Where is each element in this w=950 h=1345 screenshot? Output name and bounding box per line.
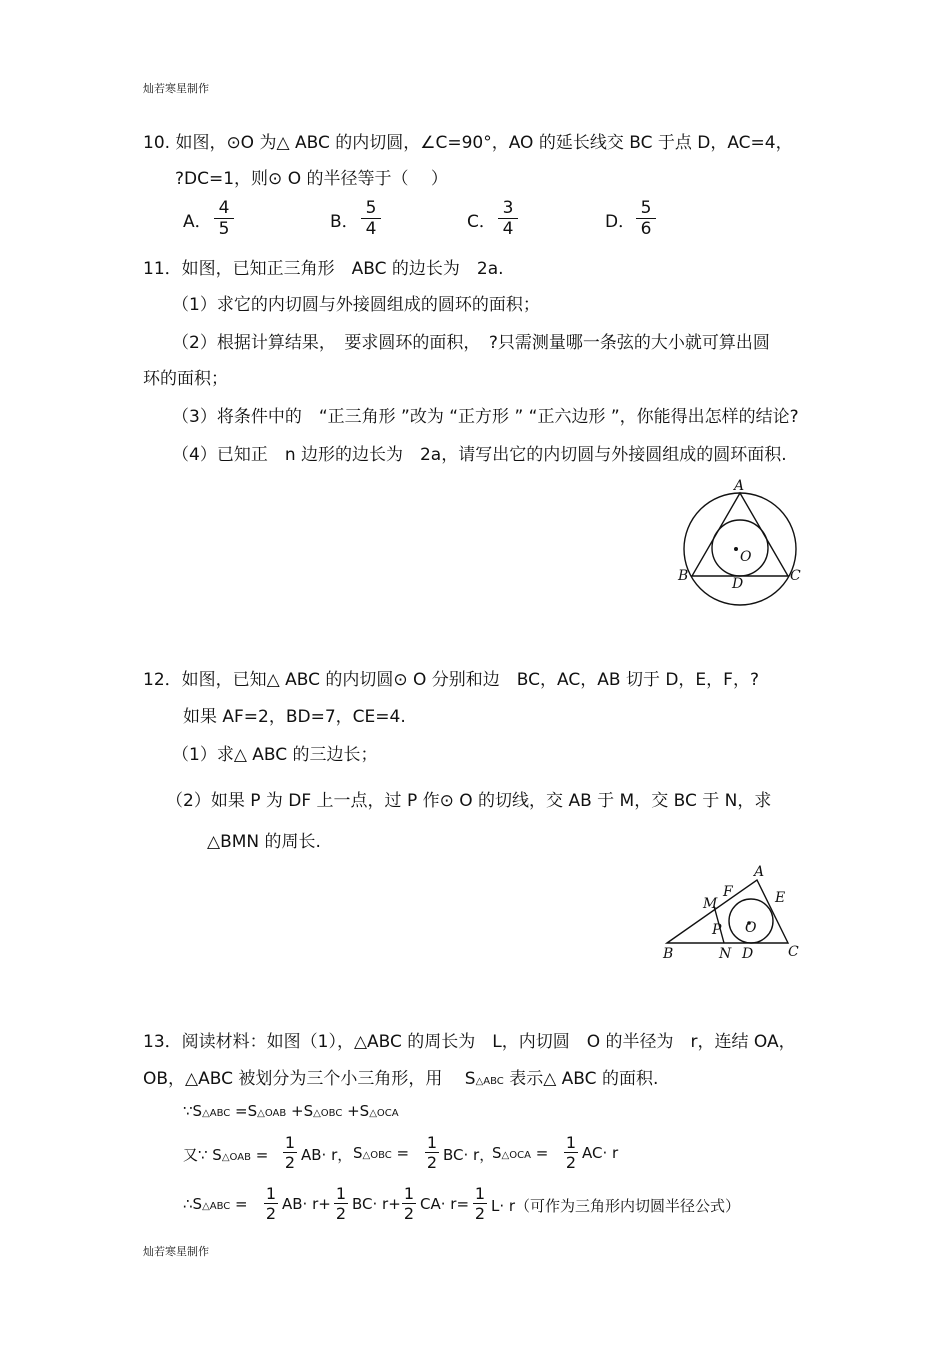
- q10-line2: ?DC=1，则⊙ O 的半径等于（ ）: [175, 169, 448, 189]
- q13-formula3-term2: BC· r+: [352, 1195, 401, 1213]
- fraction-denominator: 2: [403, 1204, 415, 1223]
- label-d: D: [732, 576, 744, 592]
- label-n: N: [719, 946, 732, 962]
- label-b: B: [663, 946, 674, 962]
- label-b: B: [678, 568, 689, 584]
- fraction-denominator: 2: [284, 1153, 296, 1172]
- label-a: A: [754, 864, 765, 880]
- fraction-numerator: 1: [565, 1133, 577, 1152]
- q10-option-a-label: A．: [183, 212, 212, 232]
- fraction-denominator: 2: [265, 1204, 277, 1223]
- q11-part2b: 环的面积；: [143, 369, 228, 389]
- q13-formula2-half-3: [564, 1133, 578, 1172]
- center-point: [734, 547, 738, 551]
- q13-formula3-half-3: [402, 1184, 416, 1223]
- q13-formula3-half-1: [264, 1184, 278, 1223]
- page-footer: 灿若寒星制作: [143, 1245, 209, 1258]
- fraction-denominator: 2: [565, 1153, 577, 1172]
- fraction-denominator: 5: [218, 219, 230, 239]
- formula-text: 又∵ S: [183, 1146, 222, 1164]
- formula-subscript: △OCA: [501, 1150, 531, 1161]
- page-header: 灿若寒星制作: [143, 82, 209, 95]
- q11-part2a: （2）根据计算结果， 要求圆环的面积， ?只需测量哪一条弦的大小就可算出圆: [172, 333, 770, 353]
- fraction-numerator: 1: [265, 1184, 277, 1203]
- q13-formula1: [183, 1102, 399, 1120]
- q13-formula3-term1: AB· r+: [282, 1195, 331, 1213]
- formula-text: =: [391, 1144, 410, 1162]
- incircle: [712, 520, 768, 576]
- formula-text: =: [230, 1195, 248, 1213]
- q13-line2-tail: 表示△ ABC 的面积.: [503, 1069, 659, 1089]
- fraction-numerator: 1: [335, 1184, 347, 1203]
- q13-line1: 13．阅读材料：如图（1），△ABC 的周长为 L，内切圆 O 的半径为 r，连结 OA，: [143, 1032, 796, 1052]
- label-m: M: [703, 896, 718, 912]
- q12-line2: 如果 AF=2，BD=7，CE=4.: [183, 707, 406, 727]
- q10-option-c-fraction: [498, 198, 518, 239]
- formula-subscript: △OAB: [221, 1152, 251, 1163]
- formula-text: =: [250, 1146, 269, 1164]
- fraction-denominator: 4: [365, 219, 377, 239]
- label-d: D: [742, 946, 754, 962]
- formula-text: S: [492, 1144, 502, 1162]
- q13-formula3-term3: CA· r=: [420, 1195, 470, 1213]
- q13-formula2-part2: [353, 1144, 409, 1162]
- formula-subscript: △ABC: [202, 1201, 231, 1212]
- formula-text: =: [530, 1144, 549, 1162]
- q13-formula2-half-2: [425, 1133, 439, 1172]
- fraction-numerator: 5: [636, 198, 656, 219]
- q12-figure: [655, 860, 805, 965]
- label-p: P: [712, 922, 722, 938]
- fraction-numerator: 1: [474, 1184, 486, 1203]
- q12-part2b: △BMN 的周长.: [207, 832, 321, 852]
- label-e: E: [775, 890, 786, 906]
- label-c: C: [790, 568, 801, 584]
- fraction-numerator: 5: [361, 198, 381, 219]
- q10-option-b-label: B．: [330, 212, 359, 232]
- q11-part3: （3）将条件中的 “正三角形 ”改为 “正方形 ” “正六边形 ”，你能得出怎样的结论?: [172, 407, 799, 427]
- q13-formula2-term1: AB· r，: [301, 1146, 353, 1164]
- fraction-denominator: 2: [426, 1153, 438, 1172]
- fraction-numerator: 4: [214, 198, 234, 219]
- label-o: O: [740, 549, 752, 565]
- formula-text: +S: [342, 1102, 370, 1120]
- q11-figure: [668, 476, 808, 611]
- formula-text: ∵S: [183, 1102, 203, 1120]
- q13-formula2-half-1: [283, 1133, 297, 1172]
- q12-line1: 12．如图，已知△ ABC 的内切圆⊙ O 分别和边 BC，AC，AB 切于 D，E，F，?: [143, 670, 759, 690]
- formula-subscript: △OCA: [369, 1108, 399, 1119]
- q13-formula3-half-4: [473, 1184, 487, 1223]
- q10-option-d-label: D．: [605, 212, 636, 232]
- q13-formula3-term4: L· r（可作为三角形内切圆半径公式）: [491, 1197, 741, 1215]
- formula-text: ∴S: [183, 1195, 203, 1213]
- q11-line1: 11．如图，已知正三角形 ABC 的边长为 2a.: [143, 259, 504, 279]
- q11-part4: （4）已知正 n 边形的边长为 2a，请写出它的内切圆与外接圆组成的圆环面积.: [172, 445, 787, 465]
- formula-text: =S: [230, 1102, 258, 1120]
- q13-line2: [143, 1064, 658, 1089]
- q10-option-c-label: C．: [467, 212, 496, 232]
- formula-subscript: △OBC: [313, 1108, 343, 1119]
- q13-formula3-part1: [183, 1195, 248, 1213]
- label-c: C: [788, 944, 799, 960]
- fraction-numerator: 3: [498, 198, 518, 219]
- q10-option-d-fraction: [636, 198, 656, 239]
- q10-line1: 10. 如图，⊙O 为△ ABC 的内切圆，∠C=90°，AO 的延长线交 BC 于点 D，AC=4，: [143, 133, 793, 153]
- q13-formula2-part1: [183, 1144, 268, 1165]
- q13-formula2-term3: AC· r: [582, 1144, 619, 1162]
- fraction-numerator: 1: [426, 1133, 438, 1152]
- label-a: A: [734, 478, 745, 494]
- fraction-denominator: 4: [502, 219, 514, 239]
- q12-part1: （1）求△ ABC 的三边长；: [172, 745, 378, 765]
- q13-line2-text: OB，△ABC 被划分为三个小三角形，用 S: [143, 1069, 476, 1089]
- fraction-denominator: 2: [335, 1204, 347, 1223]
- formula-text: S: [353, 1144, 363, 1162]
- label-o: O: [745, 920, 757, 936]
- fraction-numerator: 1: [284, 1133, 296, 1152]
- fraction-numerator: 1: [403, 1184, 415, 1203]
- q11-part1: （1）求它的内切圆与外接圆组成的圆环的面积；: [172, 295, 540, 315]
- formula-subscript: △OBC: [362, 1150, 392, 1161]
- q13-formula2-part3: [492, 1144, 548, 1162]
- q13-formula3-half-2: [334, 1184, 348, 1223]
- q13-formula2-term2: BC· r，: [443, 1146, 495, 1164]
- formula-text: +S: [286, 1102, 314, 1120]
- label-f: F: [723, 884, 733, 900]
- formula-subscript: △ABC: [202, 1108, 231, 1119]
- formula-subscript: △OAB: [257, 1108, 287, 1119]
- q10-option-b-fraction: [361, 198, 381, 239]
- fraction-denominator: 2: [474, 1204, 486, 1223]
- q13-line2-subscript: △ABC: [475, 1076, 504, 1087]
- q12-part2a: （2）如果 P 为 DF 上一点，过 P 作⊙ O 的切线，交 AB 于 M，交 BC 于 N，求: [166, 791, 772, 811]
- fraction-denominator: 6: [640, 219, 652, 239]
- q10-option-a-fraction: [214, 198, 234, 239]
